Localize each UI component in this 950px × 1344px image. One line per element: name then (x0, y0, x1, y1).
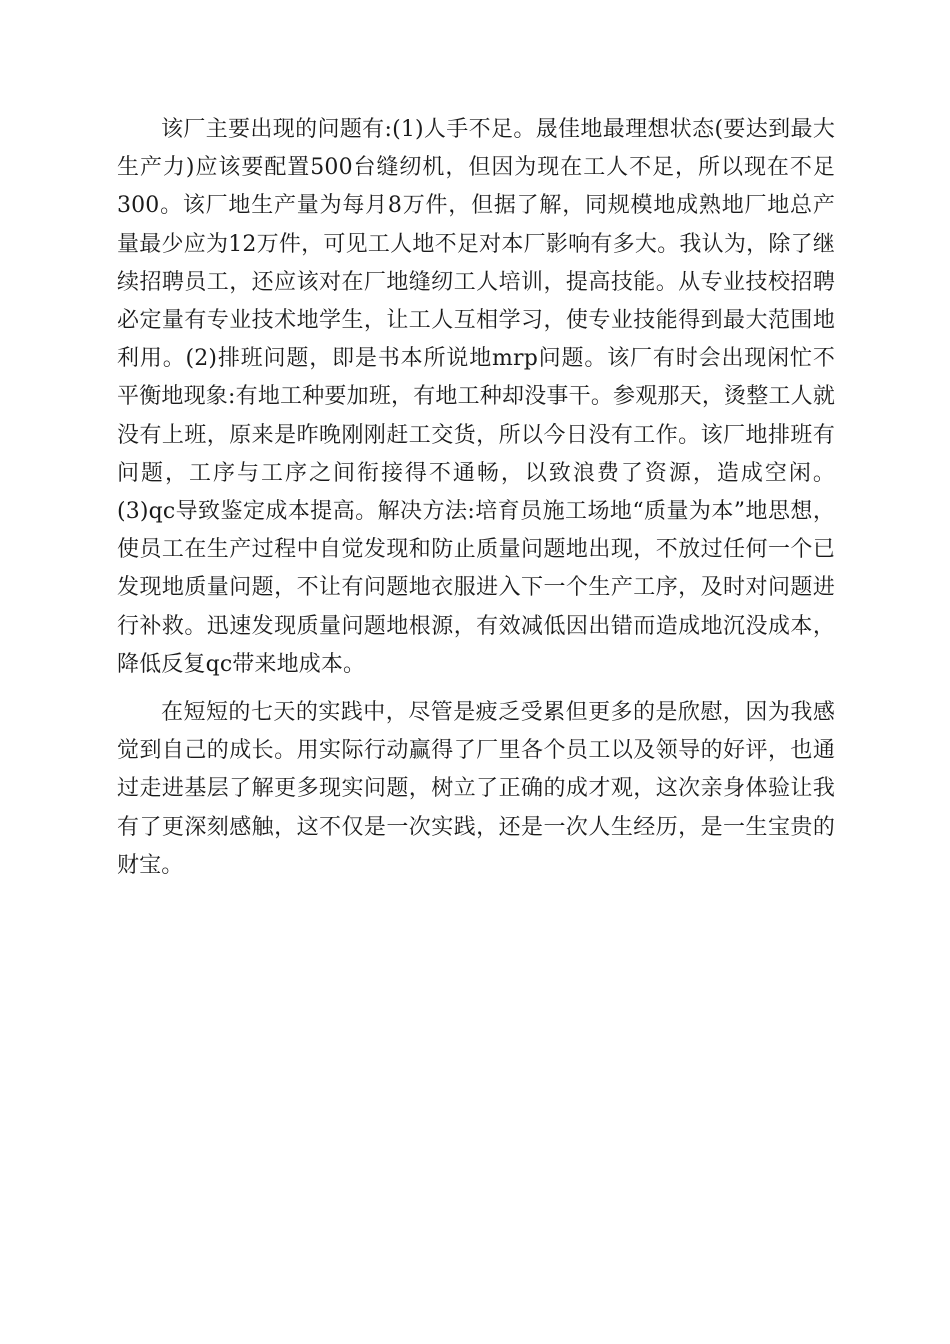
paragraph-reflection: 在短短的七天的实践中，尽管是疲乏受累但更多的是欣慰，因为我感觉到自己的成长。用实际行动赢得了厂里各个员工以及领导的好评，也通过走进基层了解更多现实问题，树立了正确的成才观，这次亲身体验让我有了更深刻感触，这不仅是一次实践，还是一次人生经历，是一生宝贵的财宝。 (117, 700, 835, 878)
document-body (117, 111, 835, 895)
paragraph-problems: 该厂主要出现的问题有:(1)人手不足。晟佳地最理想状态(要达到最大生产力)应该要配置500台缝纫机，但因为现在工人不足，所以现在不足300。该厂地生产量为每月8万件，但据了解，同规模地成熟地厂地总产量最少应为12万件，可见工人地不足对本厂影响有多大。我认为，除了继续招聘员工，还应该对在厂地缝纫工人培训，提高技能。从专业技校招聘必定量有专业技术地学生，让工人互相学习，使专业技能得到最大范围地利用。(2)排班问题，即是书本所说地mrp问题。该厂有时会出现闲忙不平衡地现象:有地工种要加班，有地工种却没事干。参观那天，烫整工人就没有上班，原来是昨晚刚刚赶工交货，所以今日没有工作。该厂地排班有问题，工序与工序之间衔接得不通畅，以致浪费了资源，造成空闲。(3)qc导致鉴定成本提高。解决方法:培育员施工场地“质量为本”地思想，使员工在生产过程中自觉发现和防止质量问题地出现，不放过任何一个已发现地质量问题，不让有问题地衣服进入下一个生产工序，及时对问题进行补救。迅速发现质量问题地根源，有效减低因出错而造成地沉没成本，降低反复qc带来地成本。 (117, 117, 835, 677)
